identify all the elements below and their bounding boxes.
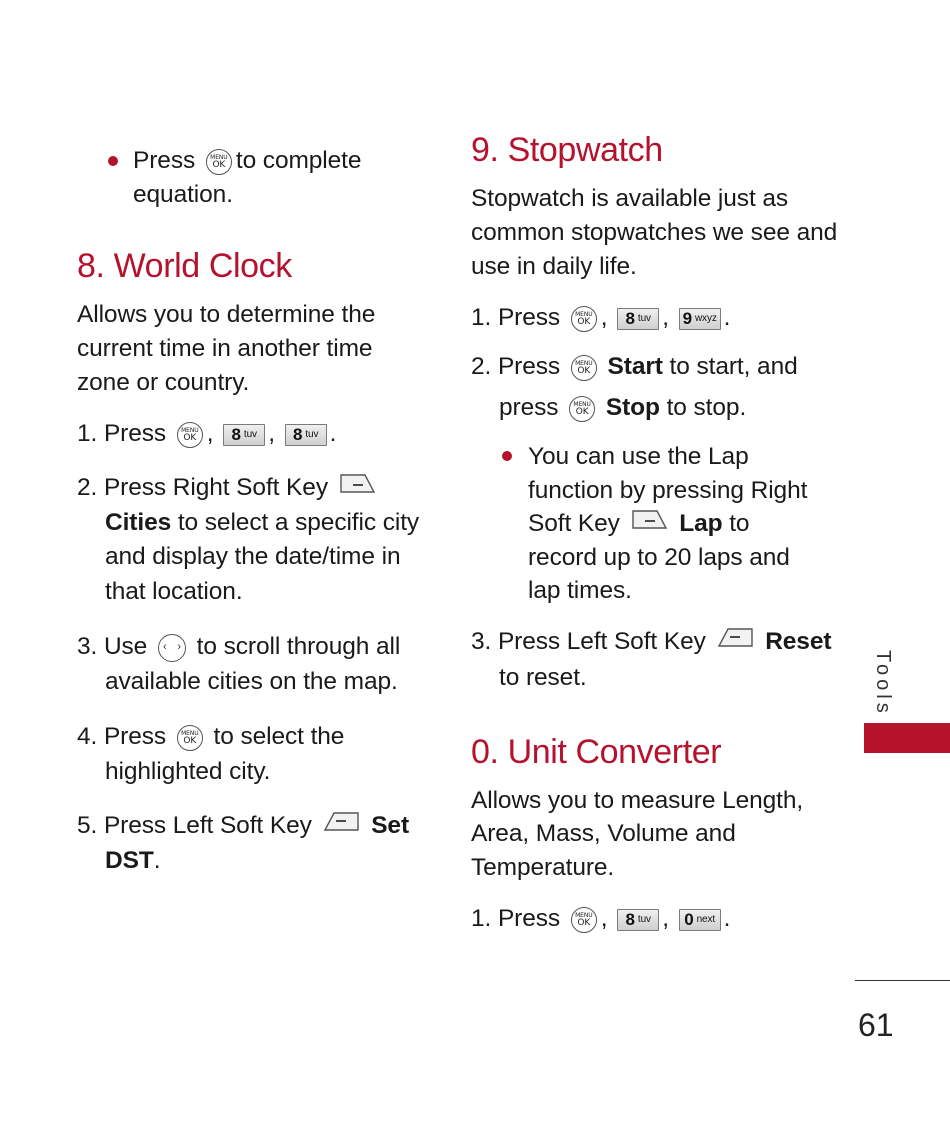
page-number: 61 xyxy=(858,1007,894,1043)
unit-converter-step-1: 1. Press MENU OK , 8 tuv , 0 next . xyxy=(471,905,731,932)
stopwatch-step-3-line2: to reset. xyxy=(499,664,587,691)
page-number-divider xyxy=(855,980,950,981)
world-clock-step-4-line2: highlighted city. xyxy=(105,758,271,785)
right-soft-key-icon xyxy=(631,508,669,542)
stopwatch-bullet-line3: Soft Key Lap to xyxy=(528,507,749,542)
stopwatch-step-3-line1: 3. Press Left Soft Key Reset xyxy=(471,625,831,660)
stopwatch-step-2-line1: 2. Press MENU OK Start to start, and xyxy=(471,353,798,380)
section-title-stopwatch: 9. Stopwatch xyxy=(471,131,663,169)
left-soft-key-icon xyxy=(716,626,754,660)
calc-bullet-line1: Press MENU OK to complete xyxy=(133,147,362,174)
world-clock-step-5-line2: DST. xyxy=(105,847,161,874)
section-title-world-clock: 8. World Clock xyxy=(77,247,292,285)
unit-converter-intro-3: Temperature. xyxy=(471,854,615,881)
stopwatch-intro-2: common stopwatches we see and xyxy=(471,219,838,246)
world-clock-intro-1: Allows you to determine the xyxy=(77,301,376,328)
world-clock-step-3-line2: available cities on the map. xyxy=(105,668,398,695)
menu-ok-key-icon: MENU OK xyxy=(206,149,232,175)
bullet-dot xyxy=(502,451,512,461)
menu-ok-key-icon: MENU OK xyxy=(571,355,597,381)
world-clock-step-2-line4: that location. xyxy=(105,578,243,605)
world-clock-intro-3: zone or country. xyxy=(77,369,250,396)
key-8-icon: 8 tuv xyxy=(223,424,265,446)
world-clock-step-2-line1: 2. Press Right Soft Key xyxy=(77,471,381,506)
world-clock-step-3-line1: 3. Use ‹ › to scroll through all xyxy=(77,633,401,660)
side-tab-marker xyxy=(864,723,950,753)
key-8-icon: 8 tuv xyxy=(617,308,659,330)
unit-converter-intro-2: Area, Mass, Volume and xyxy=(471,820,736,847)
menu-ok-key-icon: MENU OK xyxy=(571,907,597,933)
key-8-icon: 8 tuv xyxy=(285,424,327,446)
right-soft-key-icon xyxy=(339,472,377,506)
bullet-dot xyxy=(108,156,118,166)
world-clock-step-4-line1: 4. Press MENU OK to select the xyxy=(77,723,345,750)
stopwatch-bullet-line2: function by pressing Right xyxy=(528,477,808,504)
world-clock-intro-2: current time in another time xyxy=(77,335,373,362)
unit-converter-intro-1: Allows you to measure Length, xyxy=(471,787,804,814)
world-clock-step-2-line2: Cities to select a specific city xyxy=(105,509,420,536)
key-0-icon: 0 next xyxy=(679,909,721,931)
world-clock-step-2-line3: and display the date/time in xyxy=(105,543,401,570)
world-clock-step-1: 1. Press MENU OK , 8 tuv , 8 tuv . xyxy=(77,420,337,447)
world-clock-step-5-line1: 5. Press Left Soft Key Set xyxy=(77,809,409,844)
side-tab-label: Tools xyxy=(872,650,894,717)
menu-ok-key-icon: MENU OK xyxy=(177,725,203,751)
navigation-key-icon: ‹ › xyxy=(158,634,186,662)
calc-bullet-line2: equation. xyxy=(133,181,233,208)
stopwatch-step-1: 1. Press MENU OK , 8 tuv , 9 wxyz . xyxy=(471,304,731,331)
stopwatch-bullet-line5: lap times. xyxy=(528,577,632,604)
menu-ok-key-icon: MENU OK xyxy=(177,422,203,448)
menu-ok-key-icon: MENU OK xyxy=(571,306,597,332)
left-soft-key-icon xyxy=(322,810,360,844)
stopwatch-bullet-line1: You can use the Lap xyxy=(528,443,749,470)
key-9-icon: 9 wxyz xyxy=(679,308,721,330)
menu-ok-key-icon: MENU OK xyxy=(569,396,595,422)
stopwatch-step-2-line2: press MENU OK Stop to stop. xyxy=(499,394,747,421)
stopwatch-bullet-line4: record up to 20 laps and xyxy=(528,544,790,571)
stopwatch-intro-1: Stopwatch is available just as xyxy=(471,185,789,212)
section-title-unit-converter: 0. Unit Converter xyxy=(471,733,722,771)
key-8-icon: 8 tuv xyxy=(617,909,659,931)
stopwatch-intro-3: use in daily life. xyxy=(471,253,637,280)
